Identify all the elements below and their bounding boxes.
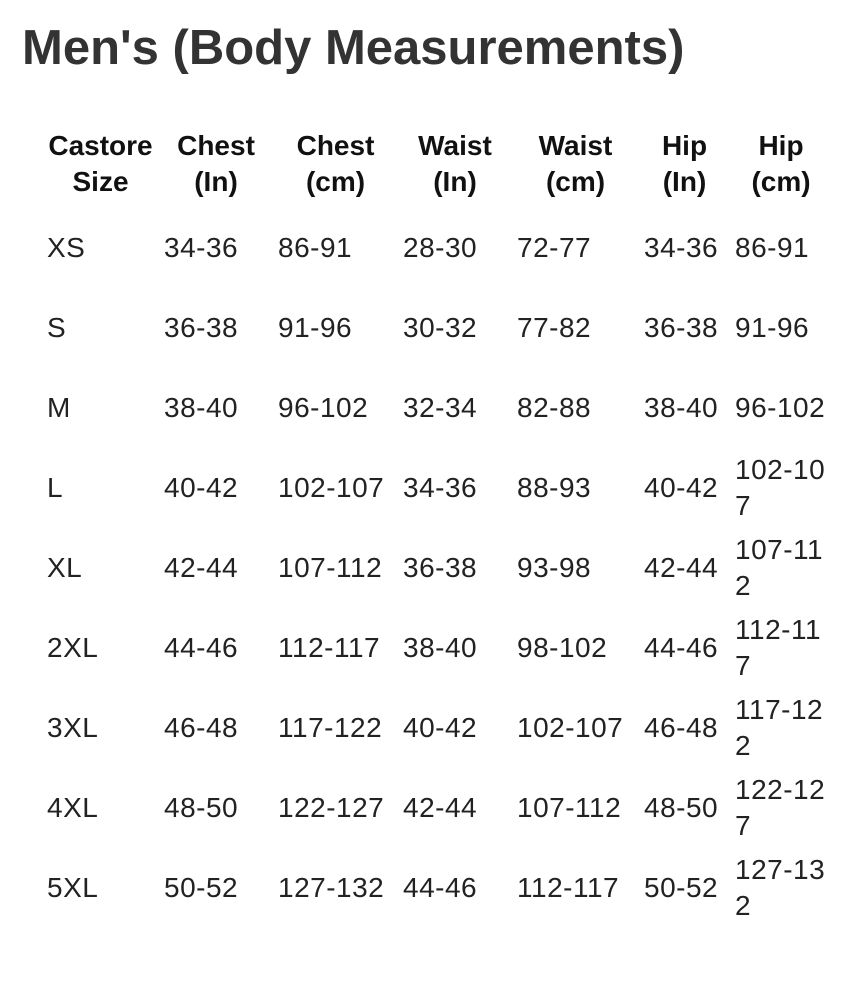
table-row [42,768,832,848]
cell-waist-in: 36-38 [403,552,478,583]
header-waist-in: Waist (In) [418,130,492,197]
cell-chest-in: 34-36 [164,232,239,263]
header-castore-size: Castore Size [48,130,153,197]
cell-chest-in: 40-42 [164,472,239,503]
cell-chest-cm: 112-117 [278,632,381,663]
cell-chest-in: 44-46 [164,632,239,663]
header-waist-cm: Waist (cm) [538,130,613,197]
cell-chest-cm: 107-112 [278,552,383,583]
table-row [42,208,832,288]
cell-waist-cm: 102-107 [517,712,624,743]
cell-chest-cm: 86-91 [278,232,353,263]
cell-chest-cm: 91-96 [278,312,353,343]
table-row [42,288,832,368]
cell-hip-in: 44-46 [644,632,719,663]
cell-chest-in: 42-44 [164,552,239,583]
cell-hip-cm: 102-107 [735,454,826,521]
cell-size: S [47,312,67,343]
cell-hip-in: 38-40 [644,392,719,423]
table-row [42,528,832,608]
table-row [42,448,832,528]
cell-hip-in: 36-38 [644,312,719,343]
header-hip-in: Hip (In) [661,130,708,197]
cell-hip-in: 42-44 [644,552,719,583]
cell-hip-in: 50-52 [644,872,719,903]
table-header [42,122,832,208]
cell-chest-cm: 96-102 [278,392,369,423]
cell-size: 5XL [47,872,99,903]
cell-waist-in: 30-32 [403,312,478,343]
header-hip-cm: Hip (cm) [751,130,811,197]
cell-size: 4XL [47,792,99,823]
header-chest-cm: Chest (cm) [296,130,375,197]
cell-hip-in: 40-42 [644,472,719,503]
cell-chest-in: 36-38 [164,312,239,343]
cell-hip-in: 46-48 [644,712,719,743]
cell-size: L [47,472,64,503]
header-chest-in: Chest (In) [177,130,255,197]
cell-hip-cm: 112-117 [735,614,822,681]
cell-waist-cm: 88-93 [517,472,592,503]
cell-hip-cm: 86-91 [735,232,810,263]
cell-size: XL [47,552,83,583]
cell-hip-cm: 127-132 [735,854,826,921]
cell-size: 2XL [47,632,99,663]
cell-waist-in: 42-44 [403,792,478,823]
cell-chest-in: 46-48 [164,712,239,743]
cell-waist-in: 28-30 [403,232,478,263]
cell-waist-cm: 107-112 [517,792,622,823]
table-row [42,848,832,928]
cell-chest-cm: 102-107 [278,472,385,503]
cell-waist-in: 40-42 [403,712,478,743]
table-row [42,608,832,688]
cell-hip-cm: 96-102 [735,392,826,423]
cell-waist-in: 34-36 [403,472,478,503]
cell-chest-in: 48-50 [164,792,239,823]
cell-waist-cm: 72-77 [517,232,592,263]
size-chart-table [42,122,832,928]
cell-hip-cm: 122-127 [735,774,826,841]
cell-waist-cm: 98-102 [517,632,608,663]
cell-waist-cm: 93-98 [517,552,592,583]
table-row [42,688,832,768]
page-title: Men's (Body Measurements) [22,21,685,75]
cell-chest-cm: 117-122 [278,712,383,743]
cell-waist-cm: 77-82 [517,312,592,343]
header-row [42,122,832,208]
cell-waist-cm: 112-117 [517,872,620,903]
cell-chest-cm: 127-132 [278,872,385,903]
cell-hip-in: 34-36 [644,232,719,263]
cell-size: XS [47,232,86,263]
table-row [42,368,832,448]
cell-waist-in: 32-34 [403,392,478,423]
cell-hip-cm: 91-96 [735,312,810,343]
cell-waist-cm: 82-88 [517,392,592,423]
cell-size: M [47,392,71,423]
cell-hip-cm: 107-112 [735,534,824,601]
cell-size: 3XL [47,712,99,743]
cell-chest-cm: 122-127 [278,792,385,823]
cell-chest-in: 38-40 [164,392,239,423]
table-body [42,208,832,928]
cell-hip-cm: 117-122 [735,694,824,761]
cell-waist-in: 38-40 [403,632,478,663]
cell-waist-in: 44-46 [403,872,478,903]
cell-hip-in: 48-50 [644,792,719,823]
cell-chest-in: 50-52 [164,872,239,903]
